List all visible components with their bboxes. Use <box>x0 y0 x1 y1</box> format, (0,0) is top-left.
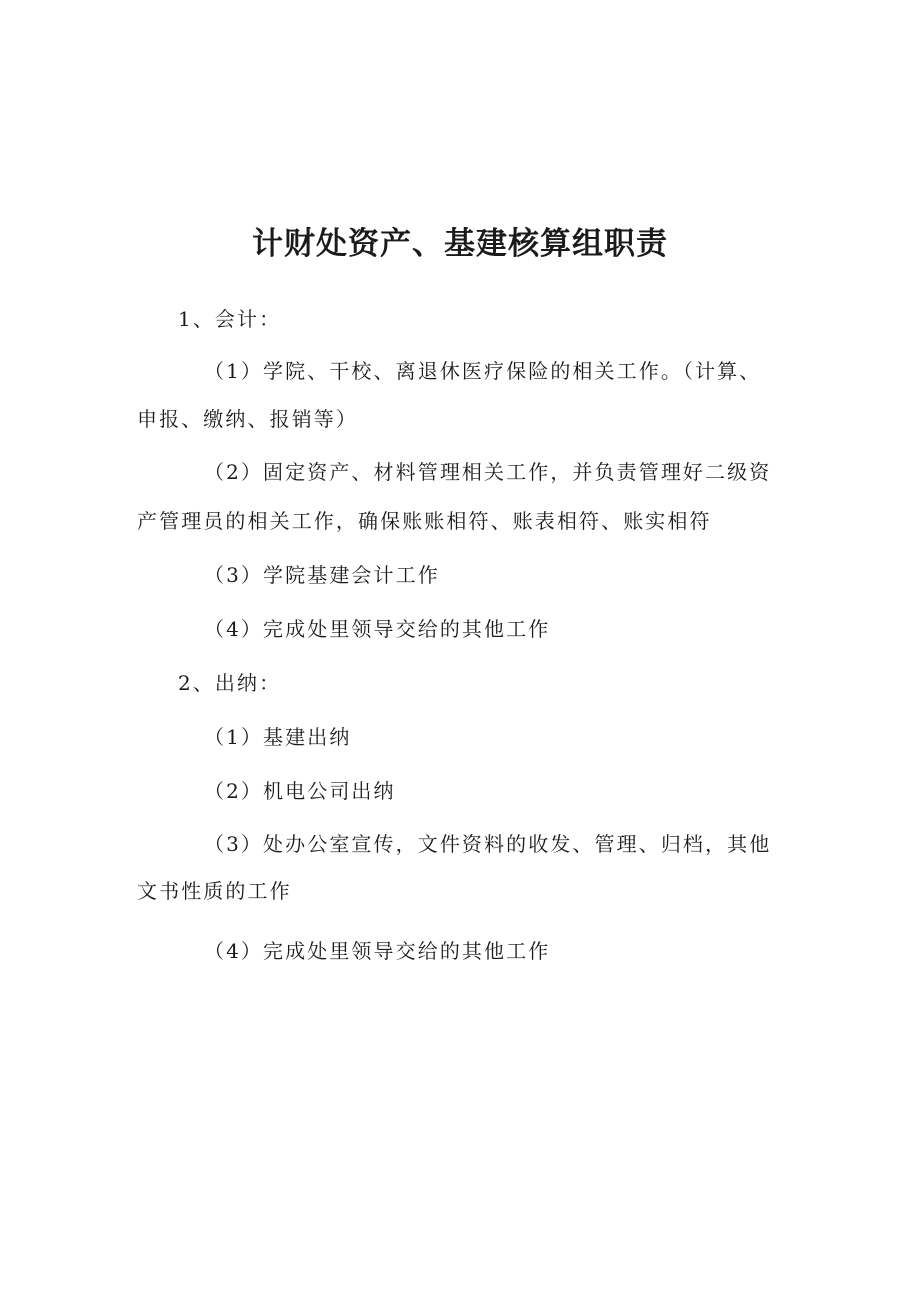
section-heading-cashier: 2、出纳： <box>178 671 282 695</box>
accounting-item-1-line-2: 申报、缴纳、报销等） <box>137 407 358 431</box>
accounting-item-1-line-1: （1）学院、干校、离退休医疗保险的相关工作。（计算、 <box>204 359 762 383</box>
cashier-item-3-line-1: （3）处办公室宣传，文件资料的收发、管理、归档，其他 <box>204 832 772 856</box>
cashier-item-3-line-2: 文书性质的工作 <box>137 879 292 903</box>
document-title: 计财处资产、基建核算组职责 <box>252 226 668 262</box>
accounting-item-2-line-2: 产管理员的相关工作，确保账账相符、账表相符、账实相符 <box>137 509 712 533</box>
accounting-item-2-line-1: （2）固定资产、材料管理相关工作，并负责管理好二级资 <box>204 460 772 484</box>
accounting-item-4: （4）完成处里领导交给的其他工作 <box>204 617 551 641</box>
cashier-item-1: （1）基建出纳 <box>204 725 352 749</box>
cashier-item-2: （2）机电公司出纳 <box>204 779 396 803</box>
cashier-item-4: （4）完成处里领导交给的其他工作 <box>204 939 551 963</box>
section-heading-accounting: 1、会计： <box>178 307 282 331</box>
accounting-item-3: （3）学院基建会计工作 <box>204 563 440 587</box>
